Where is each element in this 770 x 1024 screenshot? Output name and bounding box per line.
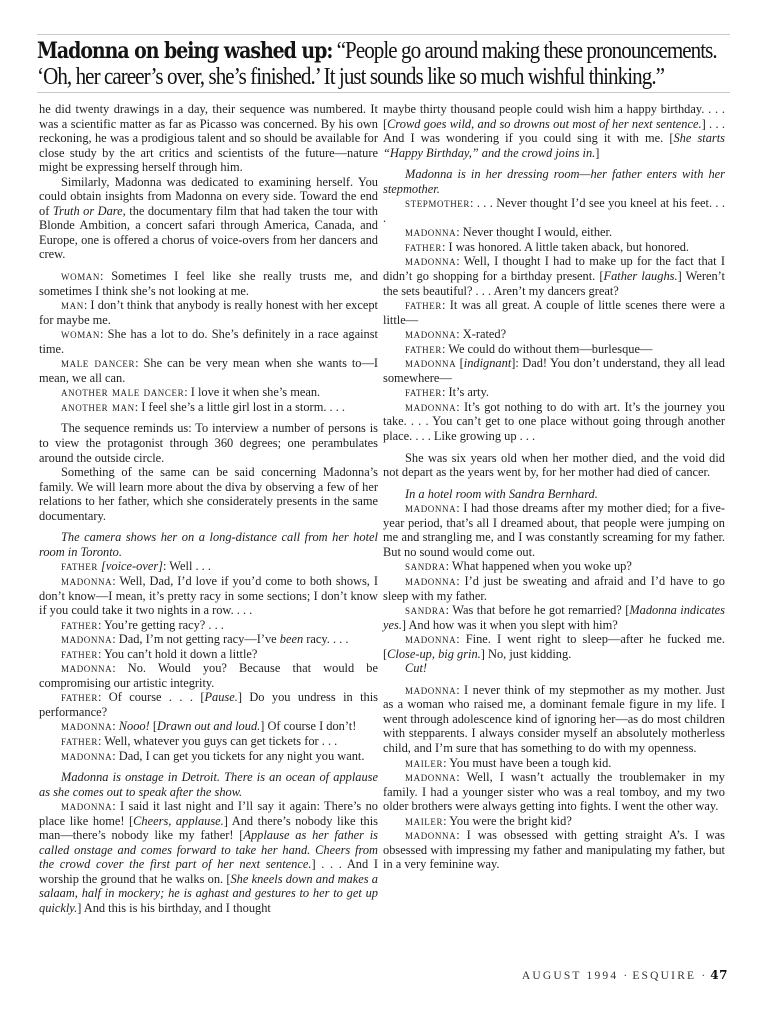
scene-direction: Cut! xyxy=(405,661,428,676)
dialogue-line: sandra: What happened when you woke up? xyxy=(405,559,632,574)
dialogue-line: madonna: I’d just be sweating and afraid and I’d have to go sleep with my father. xyxy=(383,573,725,603)
dialogue-line: mailer: You must have been a tough kid. xyxy=(405,755,612,770)
footer-separator: · xyxy=(701,970,706,982)
paragraph: She was six years old when her mother died, and the void did not depart as the years went by, for her mother had died of cancer. xyxy=(383,450,725,480)
scene-direction: Madonna is onstage in Detroit. There is an ocean of applause as she comes out to speak after the show. xyxy=(39,770,378,799)
dialogue-line: woman: Sometimes I feel like she really trusts me, and sometimes I think she’s not looking at me. xyxy=(39,269,378,298)
dialogue-line: madonna: Fine. I went right to sleep—after he fucked me. [Close-up, big grin.] No, just kidding. xyxy=(383,632,725,661)
left-column xyxy=(39,102,378,916)
dialogue-line: father: Of course . . . [Pause.] Do you undress in this performance? xyxy=(39,690,378,719)
top-rule xyxy=(37,34,730,35)
dialogue-line: male dancer: She can be very mean when she wants to—I mean, we all can. xyxy=(39,356,379,385)
scene-direction: Madonna is in her dressing room—her father enters with her stepmother. xyxy=(383,167,725,196)
dialogue-line: madonna: Well, I wasn’t actually the troublemaker in my family. I had a younger sister who was a real tomboy, and my two older brothers were always getting into fights. I went the other way. xyxy=(383,770,725,814)
dialogue-line: woman: She has a lot to do. She’s definitely in a race against time. xyxy=(39,327,378,356)
dialogue-line: madonna: Dad, I can get you tickets for any night you want. xyxy=(61,748,365,763)
dialogue-line: madonna: Well, I thought I had to make up for the fact that I didn’t go shopping for a birthday present. [Father laughs.] Weren’t the sets beautiful? . . . Aren’t my dancers great? xyxy=(383,254,725,298)
speaker: woman xyxy=(61,327,100,342)
paragraph: Similarly, Madonna was dedicated to examining herself. You could obtain insights from Madonna on every side. Toward the end of Truth or Dare, the documentary film that had taken the tour with Blonde Ambition, a concert safari through America, Canada, and Europe, one is offered a chorus of voice-overs from her dancers and crew. xyxy=(39,174,378,262)
pull-quote-line-2: ‘Oh, her career’s over, she’s finished.’ It just sounds like so much wishful thinking.” xyxy=(37,63,665,90)
dialogue-line: father: You can’t hold it down a little? xyxy=(61,646,258,661)
right-column xyxy=(383,102,725,872)
bottom-rule xyxy=(37,92,730,93)
paragraph: The sequence reminds us: To interview a number of persons is to view the protagonist through 360 degrees; one perambulates around the outside circle. xyxy=(39,421,378,465)
speaker: woman xyxy=(61,269,100,284)
scene-direction: In a hotel room with Sandra Bernhard. xyxy=(405,486,598,501)
page-footer xyxy=(510,968,728,982)
speaker: man xyxy=(61,298,84,313)
dialogue-line: father: I was honored. A little taken aback, but honored. xyxy=(405,239,689,254)
dialogue-line: father: Well, whatever you guys can get tickets for . . . xyxy=(61,733,338,748)
dialogue-line: father [voice-over]: Well . . . xyxy=(61,559,211,574)
paragraph: he did twenty drawings in a day, their sequence was numbered. It was a scientific matter as far as Picasso was concerned. By his own reckoning, he was a prodigious talent and so should be available for close study by the art critics and scientists of the future—nature might be expressing herself through him. xyxy=(39,102,378,175)
dialogue-line: madonna: Dad, I’m not getting racy—I’ve been racy. . . . xyxy=(61,632,349,647)
dialogue-line: madonna: No. Would you? Because that would be compromising our artistic integrity. xyxy=(39,661,378,690)
dialogue-line: madonna: I was obsessed with getting straight A’s. I was obsessed with impressing my father and manipulating my father, but in a very feminine way. xyxy=(383,828,725,872)
dialogue-line: father: It was all great. A couple of little scenes there were a little— xyxy=(383,298,725,327)
pull-quote-lead: Madonna on being washed up: xyxy=(37,38,333,64)
dialogue-line: father: We could do without them—burlesque— xyxy=(405,341,653,356)
footer-magazine: ESQUIRE xyxy=(632,970,697,982)
speaker: male dancer xyxy=(61,356,136,371)
speaker: another male dancer xyxy=(61,385,185,400)
footer-separator: · xyxy=(623,970,628,982)
dialogue-line: madonna: Well, Dad, I’d love if you’d come to both shows, I don’t know—I mean, it’s pretty racy in some sections; I don’t know if you could take it two nights in a row. . . . xyxy=(39,573,378,618)
dialogue-line: man: I don’t think that anybody is really honest with her except for maybe me. xyxy=(39,298,378,327)
dialogue-line: father: It’s arty. xyxy=(405,385,489,400)
paragraph: Something of the same can be said concerning Madonna’s family. We will learn more about the diva by observing a few of her relations to her father, which she considerately presents in the same documentary. xyxy=(39,465,378,523)
paragraph: maybe thirty thousand people could wish him a happy birthday. . . . [Crowd goes wild, and so drowns out most of her next sentence.] . . . And I was wondering if you could sing it with me. [She starts “Happy Birthday,” and the crowd joins in.] xyxy=(383,102,725,160)
dialogue-line: madonna: I never think of my stepmother as my mother. Just as a woman who raised me, a dominant female figure in my life. I went through adolescence kind of ignoring her—as do most children with stepparents. I always consider myself an absolutely motherless child, and I’m sure that has something to do with my openness. xyxy=(383,682,725,755)
dialogue-line: mailer: You were the bright kid? xyxy=(405,813,572,828)
dialogue-line: madonna: X-rated? xyxy=(405,327,507,342)
pull-quote-line-1 xyxy=(37,37,717,64)
page-number: 47 xyxy=(710,968,728,982)
dialogue-line: madonna: I had those dreams after my mother died; for a five-year period, that’s all I dreamed about, that people were jumping on me and strangling me, and I was constantly screaming for my father. But no sound would come out. xyxy=(383,501,725,559)
dialogue-line: another male dancer: I love it when she’s mean. xyxy=(61,385,321,400)
dialogue-line: madonna: It’s got nothing to do with art. It’s the journey you take. . . . You can’t get to one place without going through another place. . . . Like growing up . . . xyxy=(383,399,725,444)
dialogue-line: sandra: Was that before he got remarried? [Madonna indicates yes.] And how was it when you slept with him? xyxy=(383,603,725,632)
dialogue-line: madonna: Never thought I would, either. xyxy=(405,225,613,240)
dialogue-line: madonna [indignant]: Dad! You don’t understand, they all lead somewhere— xyxy=(383,356,725,385)
pull-quote xyxy=(37,37,717,90)
dialogue-line: another man: I feel she’s a little girl lost in a storm. . . . xyxy=(61,399,346,414)
dialogue-line: madonna: I said it last night and I’ll say it again: There’s no place like home! [Cheers, applause.] And there’s nobody like this man—there’s nobody like my father! [Applause as her father is called onstage and comes forward to take her hand. Cheers from the crowd cover the first part of her next sentence.] . . . And I worship the ground that he walks on. [She kneels down and makes a salaam, half in mockery; he is aghast and gestures to her to get up quickly.] And this is his birthday, and I thought xyxy=(39,799,378,915)
dialogue-line: madonna: Nooo! [Drawn out and loud.] Of course I don’t! xyxy=(61,719,357,734)
dialogue-line: father: You’re getting racy? . . . xyxy=(61,617,224,632)
film-title: Truth or Dare, xyxy=(52,203,126,218)
scene-direction: The camera shows her on a long-distance call from her hotel room in Toronto. xyxy=(39,530,378,559)
speaker: another man xyxy=(61,399,135,414)
pull-quote-text-1: “People go around making these pronouncements. xyxy=(332,37,717,64)
dialogue-line: stepmother: . . . Never thought I’d see you kneel at his feet. . . . xyxy=(383,196,725,225)
footer-issue: AUGUST 1994 xyxy=(521,970,619,982)
